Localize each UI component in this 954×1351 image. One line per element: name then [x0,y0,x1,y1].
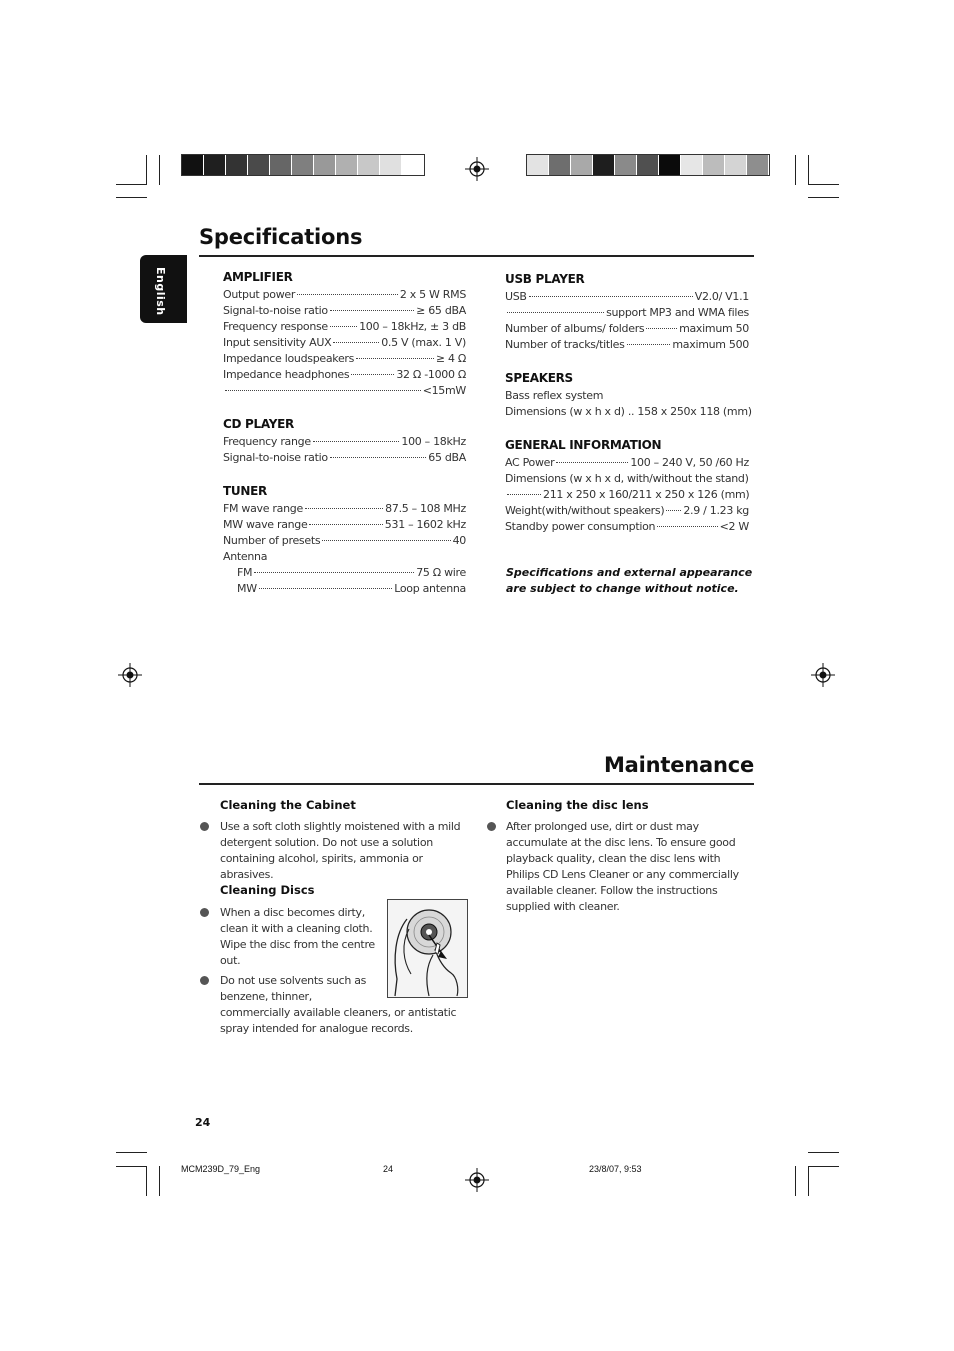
specifications-notice: Specifications and external appearance are subject to change without notice. [506,566,753,595]
spec-row: Weight(with/without speakers) 2.9 / 1.23 kg [505,504,749,517]
usb-player-title: USB PLAYER [505,272,585,286]
crop-mark [795,155,796,185]
lens-title: Cleaning the disc lens [506,798,649,812]
speakers-title: SPEAKERS [505,371,573,385]
spec-row: Output power 2 x 5 W RMS [223,288,466,301]
discs-text-1: When a disc becomes dirty, clean it with a cleaning cloth. Wipe the disc from the centre out. [220,906,375,967]
color-swatch [747,155,769,175]
bullet-icon [200,908,209,917]
general-line: Dimensions (w x h x d, with/without the stand) [505,472,749,485]
registration-mark-icon [465,1168,489,1192]
color-swatch [571,155,593,175]
speakers-line: Dimensions (w x h x d) .. 158 x 250x 118 (mm) [505,405,752,418]
color-swatch [226,155,248,175]
color-swatch [681,155,703,175]
spec-row: MW Loop antenna [237,582,466,595]
spec-row: Standby power consumption <2 W [505,520,749,533]
crop-mark [808,1152,839,1153]
discs-title: Cleaning Discs [220,883,315,897]
spec-row: Impedance loudspeakers ≥ 4 Ω [223,352,466,365]
maintenance-rule [199,783,754,785]
spec-column-right [505,272,752,536]
spec-row: 211 x 250 x 160/211 x 250 x 126 (mm) [505,488,749,504]
color-swatch [204,155,226,175]
spec-column-left [223,270,466,598]
color-calibration-bar-left [181,154,425,176]
crop-mark [808,155,809,185]
specifications-rule [199,255,754,257]
crop-mark [116,197,147,198]
spec-row: Frequency response 100 – 18kHz, ± 3 dB [223,320,466,333]
crop-mark [808,1166,839,1167]
color-swatch [248,155,270,175]
amplifier-title: AMPLIFIER [223,270,293,284]
cd-player-title: CD PLAYER [223,417,294,431]
speakers-line: Bass reflex system [505,389,604,402]
spec-row: AC Power 100 – 240 V, 50 /60 Hz [505,456,749,469]
color-calibration-bar-right [526,154,770,176]
antenna-label: Antenna [223,550,268,563]
spec-row: MW wave range 531 – 1602 kHz [223,518,466,531]
spec-row: Impedance headphones 32 Ω -1000 Ω [223,368,466,381]
spec-row: Signal-to-noise ratio 65 dBA [223,451,466,464]
crop-mark [808,197,839,198]
color-swatch [270,155,292,175]
crop-mark [808,1166,809,1196]
crop-mark [116,184,147,185]
color-swatch [314,155,336,175]
color-swatch [615,155,637,175]
bullet-icon [200,976,209,985]
discs-text-2: Do not use solvents such as benzene, thinner, commercially available cleaners, or antistatic spray intended for analogue records. [220,974,457,1035]
color-swatch [549,155,571,175]
spec-row: FM wave range 87.5 – 108 MHz [223,502,466,515]
spec-row: FM 75 Ω wire [237,566,466,579]
crop-mark [159,1166,160,1196]
disc-cleaning-illustration [387,899,468,998]
color-swatch [659,155,681,175]
footer-file-name: MCM239D_79_Eng [181,1164,261,1174]
color-swatch [725,155,747,175]
crop-mark [116,1152,147,1153]
page-number: 24 [195,1116,211,1129]
color-swatch [527,155,549,175]
spec-row: USB V2.0/ V1.1 [505,290,749,303]
color-swatch [358,155,380,175]
crop-mark [795,1166,796,1196]
color-swatch [637,155,659,175]
spec-row: Input sensitivity AUX 0.5 V (max. 1 V) [223,336,466,349]
color-swatch [182,155,204,175]
registration-mark-icon [118,663,142,687]
registration-mark-icon [465,157,489,181]
crop-mark [808,184,839,185]
spec-row: <15mW [223,384,466,400]
color-swatch [292,155,314,175]
cabinet-text: Use a soft cloth slightly moistened with a mild detergent solution. Do not use a solution containing alcohol, spirits, ammonia or abrasives. [220,820,461,881]
bullet-icon [487,822,496,831]
tuner-title: TUNER [223,484,267,498]
language-tab-label: English [154,267,167,316]
footer-date: 23/8/07, 9:53 [589,1164,642,1174]
registration-mark-icon [811,663,835,687]
spec-row: Number of presets 40 [223,534,466,547]
lens-text: After prolonged use, dirt or dust may accumulate at the disc lens. To ensure good playback quality, clean the disc lens with Philips CD Lens Cleaner or any commercially available cleaner. Follow the instructions supplied with cleaner. [506,820,739,913]
spec-row: Signal-to-noise ratio ≥ 65 dBA [223,304,466,317]
color-swatch [402,155,424,175]
cabinet-title: Cleaning the Cabinet [220,798,356,812]
general-info-title: GENERAL INFORMATION [505,438,662,452]
spec-row: Number of tracks/titles maximum 500 [505,338,749,351]
spec-row: support MP3 and WMA files [505,306,749,322]
crop-mark [146,155,147,185]
color-swatch [380,155,402,175]
crop-mark [146,1166,147,1196]
spec-row: Frequency range 100 – 18kHz [223,435,466,448]
crop-mark [116,1166,147,1167]
color-swatch [703,155,725,175]
footer-page: 24 [383,1164,394,1174]
color-swatch [336,155,358,175]
crop-mark [159,155,160,185]
language-tab [140,255,187,323]
maintenance-heading: Maintenance [603,753,754,777]
spec-row: Number of albums/ folders maximum 50 [505,322,749,335]
specifications-heading: Specifications [199,225,363,249]
color-swatch [593,155,615,175]
bullet-icon [200,822,209,831]
